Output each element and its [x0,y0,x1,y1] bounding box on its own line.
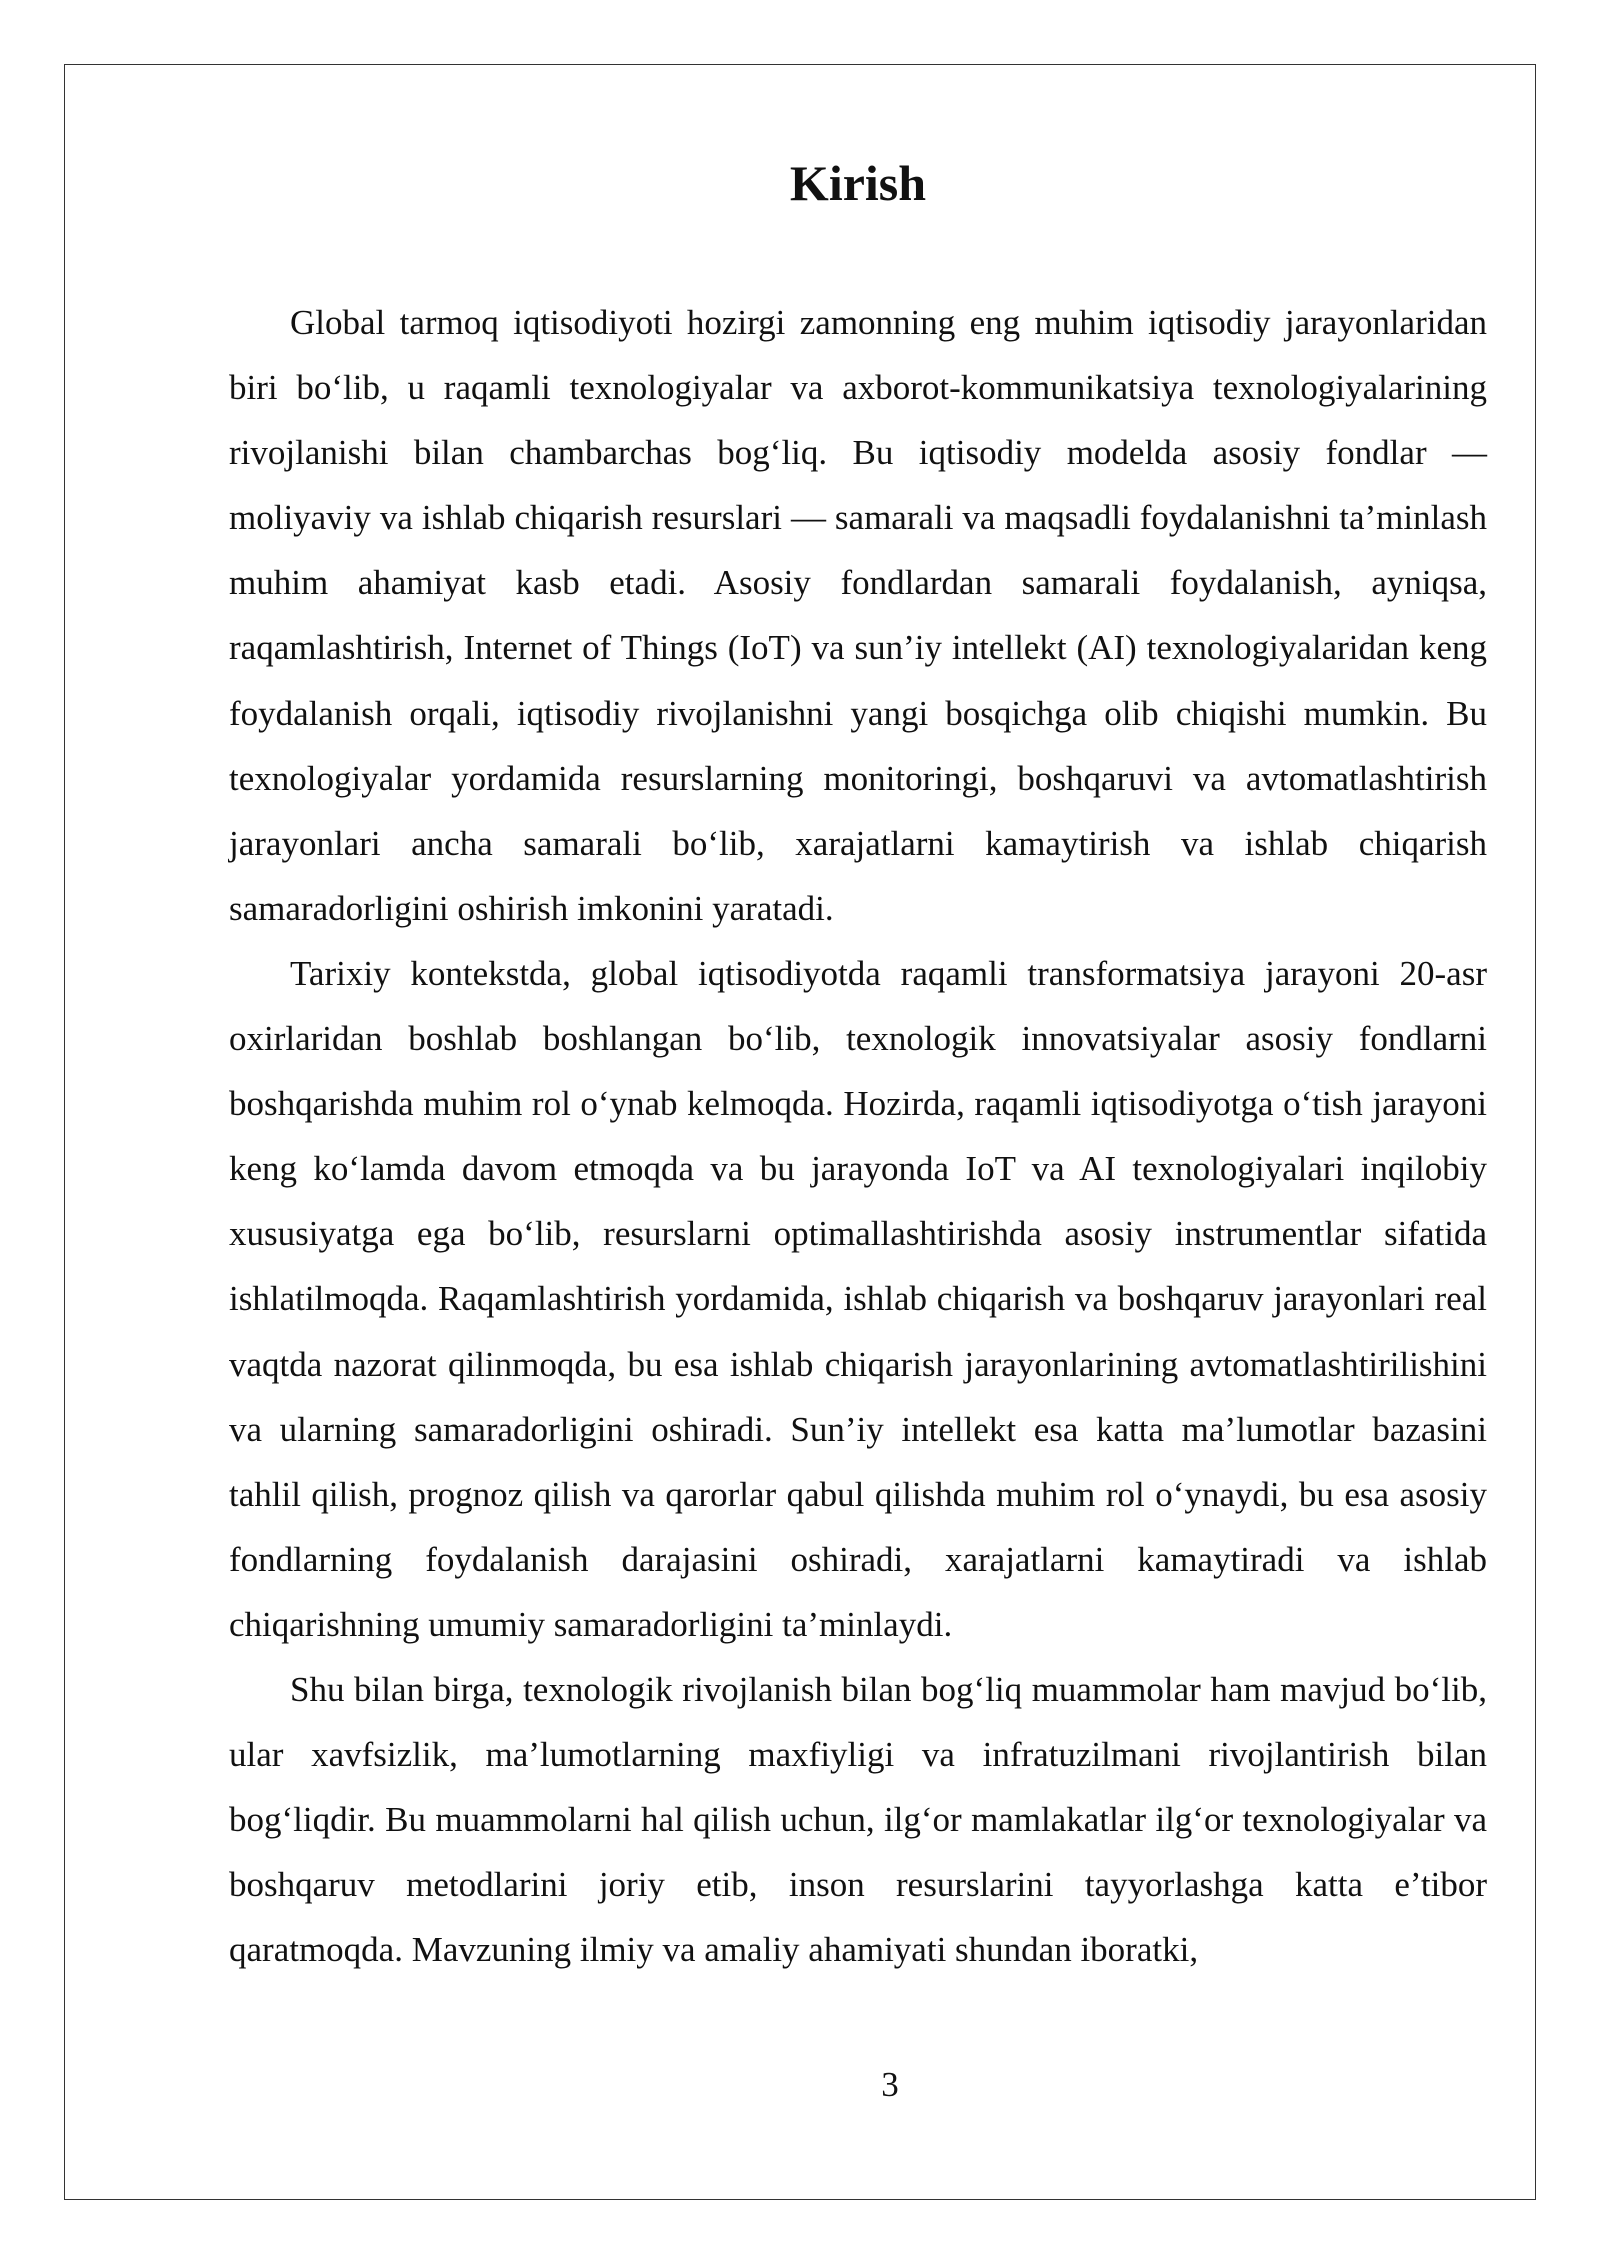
page-title: Kirish [789,155,927,211]
page-number: 3 [881,2065,899,2104]
paragraph-2: Tarixiy kontekstda, global iqtisodiyotda raqamli transformatsiya jarayoni 20-asr oxirlaridan boshlab boshlangan bo‘lib, texnologik innovatsiyalar asosiy fondlarni boshqarishda muhim rol o‘ynab kelmoqda. Hozirda, raqamli iqtisodiyotga o‘tish jarayoni keng ko‘lamda davom etmoqda va bu jarayonda IoT va AI texnologiyalari inqilobiy xususiyatga ega bo‘lib, resurslarni optimallashtirishda asosiy instrumentlar sifatida ishlatilmoqda. Raqamlashtirish yordamida, ishlab chiqarish va boshqaruv jarayonlari real vaqtda nazorat qilinmoqda, bu esa ishlab chiqarish jarayonlarining avtomatlashtirilishini va ularning samaradorligini oshiradi. Sun’iy intellekt esa katta ma’lumotlar bazasini tahlil qilish, prognoz qilish va qarorlar qabul qilishda muhim rol o‘ynaydi, bu esa asosiy fondlarning foydalanish darajasini oshiradi, xarajatlarni kamaytiradi va ishlab chiqarishning umumiy samaradorligini ta’minlaydi. [229,953,1487,1644]
page-content [229,148,1487,1982]
paragraph-3: Shu bilan birga, texnologik rivojlanish bilan bog‘liq muammolar ham mavjud bo‘lib, ular xavfsizlik, ma’lumotlarning maxfiyligi va infratuzilmani rivojlantirish bilan bog‘liqdir. Bu muammolarni hal qilish uchun, ilg‘or mamlakatlar ilg‘or texnologiyalar va boshqaruv metodlarini joriy etib, inson resurslarini tayyorlashga katta e’tibor qaratmoqda. Mavzuning ilmiy va amaliy ahamiyati shundan iboratki, [229,1669,1487,1970]
body-text [229,290,1487,1982]
paragraph-1: Global tarmoq iqtisodiyoti hozirgi zamonning eng muhim iqtisodiy jarayonlaridan biri bo‘lib, u raqamli texnologiyalar va axborot-kommunikatsiya texnologiyalarining rivojlanishi bilan chambarchas bog‘liq. Bu iqtisodiy modelda asosiy fondlar — moliyaviy va ishlab chiqarish resurslari — samarali va maqsadli foydalanishni ta’minlash muhim ahamiyat kasb etadi. Asosiy fondlardan samarali foydalanish, ayniqsa, raqamlashtirish, Internet of Things (IoT) va sun’iy intellekt (AI) texnologiyalaridan keng foydalanish orqali, iqtisodiy rivojlanishni yangi bosqichga olib chiqishi mumkin. Bu texnologiyalar yordamida resurslarning monitoringi, boshqaruvi va avtomatlashtirish jarayonlari ancha samarali bo‘lib, xarajatlarni kamaytirish va ishlab chiqarish samaradorligini oshirish imkonini yaratadi. [229,303,1487,928]
